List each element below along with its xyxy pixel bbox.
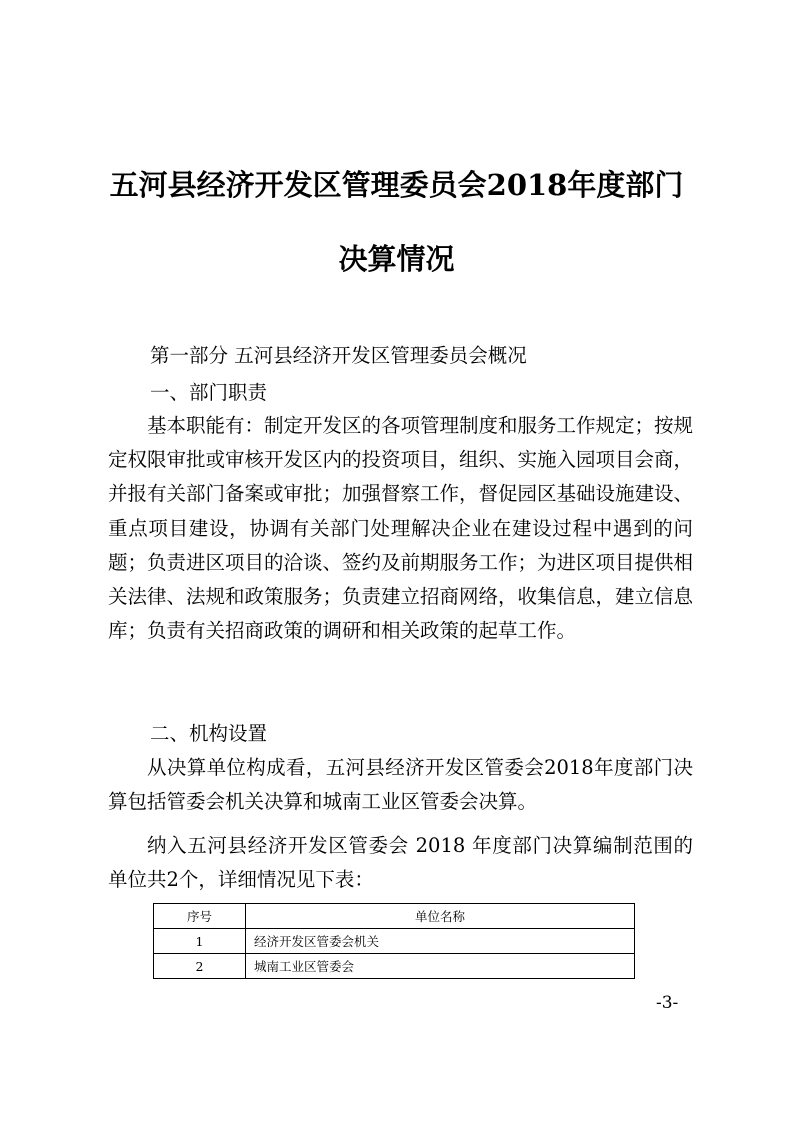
- page-number: -3-: [656, 993, 679, 1013]
- document-title-line-1: 五河县经济开发区管理委员会2018年度部门: [109, 168, 684, 202]
- units-table: [153, 903, 635, 979]
- section-2-paragraph-1: 从决算单位构成看，五河县经济开发区管委会2018年度部门决算包括管委会机关决算和城南工业区管委会决算。: [108, 756, 693, 814]
- part-heading: 第一部分 五河县经济开发区管理委员会概况: [150, 344, 527, 367]
- section-1-heading: 一、部门职责: [150, 381, 268, 404]
- document-title-line-2: 决算情况: [338, 242, 455, 276]
- section-2-paragraph-2: 纳入五河县经济开发区管委会 2018 年度部门决算编制范围的单位共2个，详细情况见下表：: [108, 834, 693, 892]
- table-header-row: [154, 904, 635, 929]
- table-header-cell: 序号: [154, 904, 246, 929]
- table-row: [154, 929, 635, 954]
- table-cell-number: 2: [154, 954, 246, 979]
- table-cell-name: 城南工业区管委会: [246, 954, 635, 979]
- table-cell-number: 1: [154, 929, 246, 954]
- section-1-body: 基本职能有：制定开发区的各项管理制度和服务工作规定；按规定权限审批或审核开发区内的投资项目，组织、实施入园项目会商，并报有关部门备案或审批；加强督察工作，督促园区基础设施建设、重点项目建设，协调有关部门处理解决企业在建设过程中遇到的问题；负责进区项目的洽谈、签约及前期服务工作；为进区项目提供相关法律、法规和政策服务；负责建立招商网络，收集信息，建立信息库；负责有关招商政策的调研和相关政策的起草工作。: [108, 414, 694, 643]
- section-2-heading: 二、机构设置: [150, 722, 268, 745]
- table-header-cell: 单位名称: [246, 904, 635, 929]
- table-row: [154, 954, 635, 979]
- table-cell-name: 经济开发区管委会机关: [246, 929, 635, 954]
